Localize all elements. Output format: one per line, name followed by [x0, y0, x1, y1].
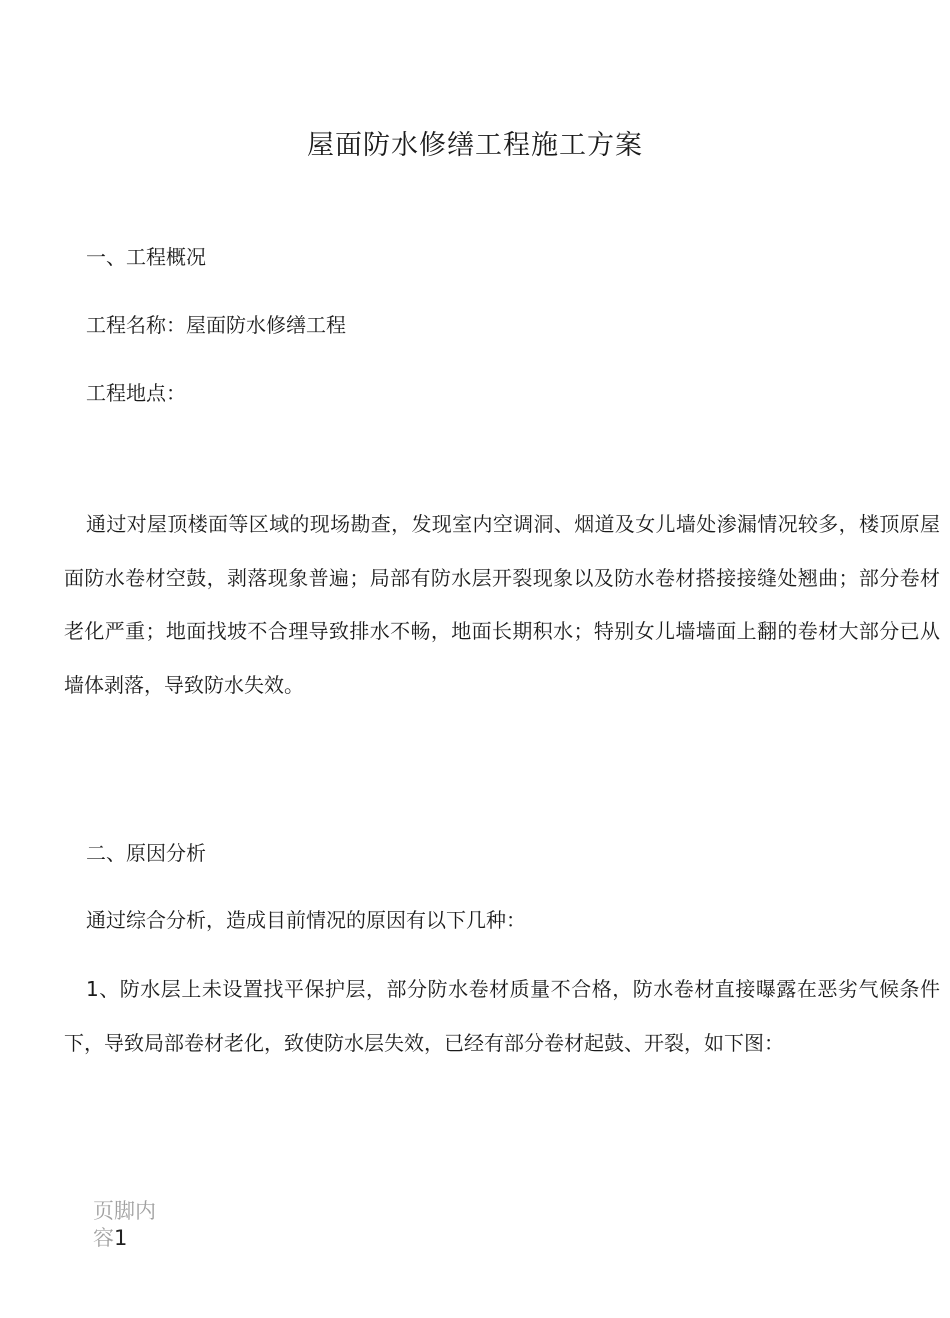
section-heading-cause-analysis: 二、原因分析 — [86, 841, 206, 865]
page-footer — [93, 1198, 163, 1252]
cause-item-1-text: 、防水层上未设置找平保护层，部分防水卷材质量不合格，防水卷材直接曝露在恶劣气候条件下，导致局部卷材老化，致使防水层失效，已经有部分卷材起鼓、开裂，如下图： — [64, 977, 940, 1055]
cause-item-1-paragraph — [64, 963, 940, 1070]
document-title: 屋面防水修缮工程施工方案 — [307, 130, 643, 161]
cause-item-1-number: 1 — [86, 977, 99, 1001]
site-survey-paragraph: 通过对屋顶楼面等区域的现场勘查，发现室内空调洞、烟道及女儿墙处渗漏情况较多，楼顶原屋面防水卷材空鼓，剥落现象普遍；局部有防水层开裂现象以及防水卷材搭接接缝处翘曲；部分卷材老化严重；地面找坡不合理导致排水不畅，地面长期积水；特别女儿墙墙面上翻的卷材大部分已从墙体剥落，导致防水失效。 — [64, 512, 940, 697]
footer-label: 页脚内容 — [93, 1199, 156, 1250]
cause-intro-line: 通过综合分析，造成目前情况的原因有以下几种： — [86, 908, 526, 932]
footer-page-number: 1 — [114, 1226, 128, 1250]
project-location-line: 工程地点： — [86, 381, 186, 405]
project-name-line: 工程名称：屋面防水修缮工程 — [86, 313, 346, 337]
section-heading-overview: 一、工程概况 — [86, 245, 206, 269]
